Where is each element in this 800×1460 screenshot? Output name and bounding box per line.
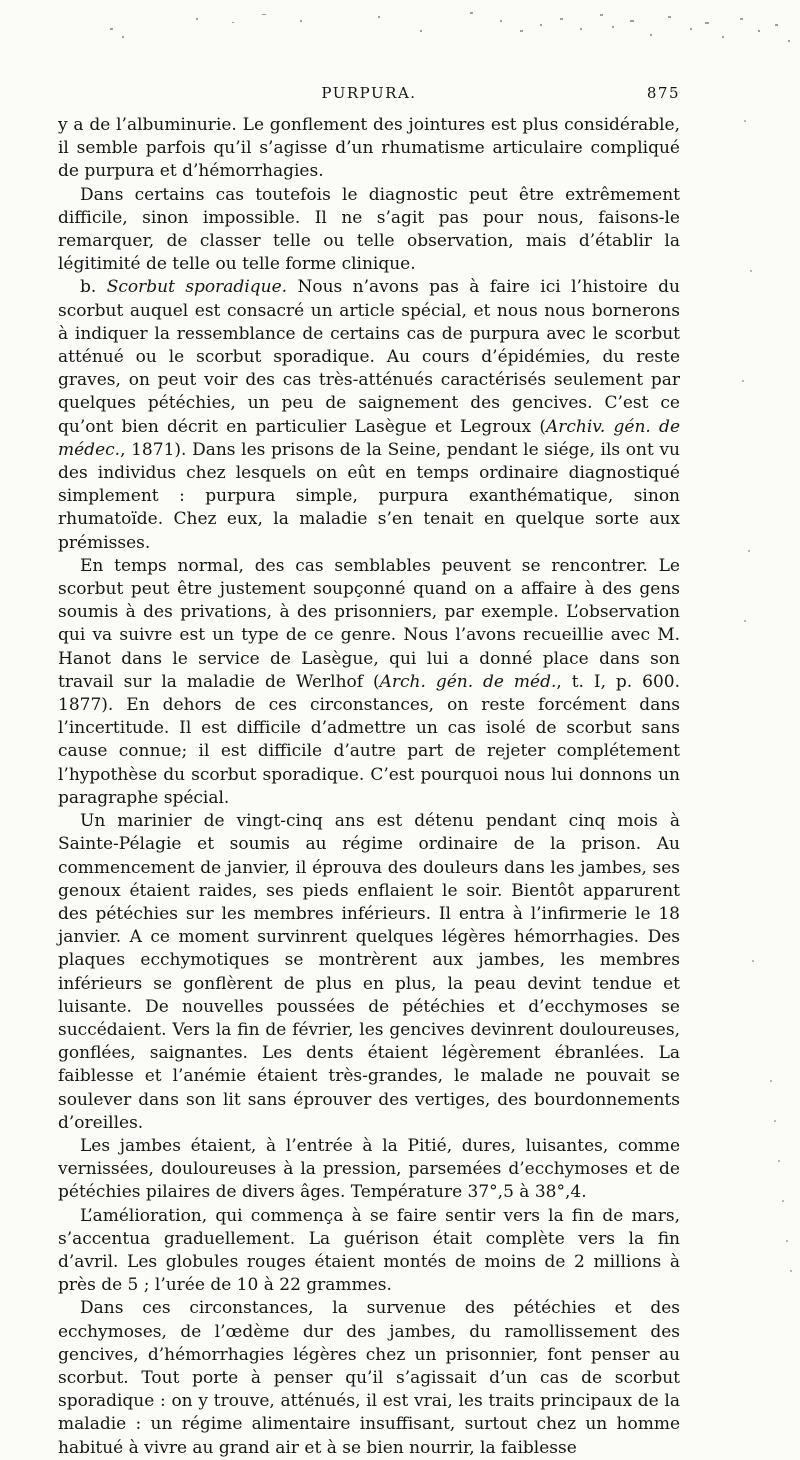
text-run: , t. I, p. 600. 1877). En dehors de ces circonstances, on reste forcément dans l’incertitude. Il est difficile d’admettre un cas isolé de scorbut sans cause connue; il est difficile d’autre part de rejeter complétement l’hypothèse du scorbut sporadique. C’est pourquoi nous lui donnons un paragraphe spécial. bbox=[58, 671, 680, 808]
italic-text: Scorbut sporadique. bbox=[106, 277, 288, 298]
paragraph bbox=[58, 1135, 680, 1205]
text-run: y a de l’albuminurie. Le gonflement des jointures est plus considérable, il semble parfois qu’il s’agisse d’un rhumatisme articulaire compliqué de purpura et d’hémorrhagies. bbox=[58, 115, 680, 182]
paragraph bbox=[58, 1205, 680, 1298]
text-run: Nous n’avons pas à faire ici l’histoire du scorbut auquel est consacré un article spécial, et nous nous bornerons à indiquer la ressemblance de certains cas de purpura avec le scorbut atténué ou le scorbut sporadique. Au cours d’épidémies, du reste graves, on peut voir des cas très-atténués caractérisés seulement par quelques pétéchies, un peu de saignement des gencives. C’est ce qu’ont bien décrit en particulier Lasègue et Legroux ( bbox=[58, 277, 681, 437]
paragraph bbox=[58, 276, 680, 554]
italic-text: Archiv. gén. de médec. bbox=[58, 416, 680, 460]
text-run: L’amélioration, qui commença à se faire sentir vers la fin de mars, s’accentua graduellement. La guérison était complète vers la fin d’avril. Les globules rouges étaient montés de moins de 2 millions à près de 5 ; l’urée de 10 à 22 grammes. bbox=[58, 1205, 680, 1296]
scan-noise-edge bbox=[740, 60, 800, 1290]
page-number: 875 bbox=[646, 84, 680, 102]
italic-text: Arch. gén. de méd. bbox=[379, 671, 557, 692]
text-run: Dans certains cas toutefois le diagnostic peut être extrêmement difficile, sinon impossible. Il ne s’agit pas pour nous, faisons-le remarquer, de classer telle ou telle observation, mais d’établir la légitimité de telle ou telle forme clinique. bbox=[58, 184, 680, 275]
text-run: , 1871). Dans les prisons de la Seine, pendant le siége, ils ont vu des individus chez lesquels on eût en temps ordinaire diagnostiqué simplement : purpura simple, purpura exanthématique, sinon rhumatoïde. Chez eux, la maladie s’en tenait en quelque sorte aux prémisses. bbox=[58, 439, 680, 553]
running-head bbox=[58, 84, 680, 114]
paragraph bbox=[58, 810, 680, 1135]
text-run: b. bbox=[80, 277, 107, 298]
text-run: Les jambes étaient, à l’entrée à la Pitié, dures, luisantes, comme vernissées, douloureuses à la pression, parsemées d’ecchymoses et de pétéchies pilaires de divers âges. Température 37°,5 à 38°,4. bbox=[58, 1135, 680, 1203]
scan-noise-top bbox=[0, 0, 800, 60]
text-run: Dans ces circonstances, la survenue des pétéchies et des ecchymoses, de l’œdème dur des jambes, du ramollissement des gencives, d’hémorrhagies légères chez un prisonnier, font penser au scorbut. Tout porte à penser qu’il s’agissait d’un cas de scorbut sporadique : on y trouve, atténués, il est vrai, les traits principaux de la maladie : un régime alimentaire insuffisant, surtout chez un homme habitué à vivre au grand air et à se bien nourrir, la faiblesse bbox=[58, 1298, 680, 1458]
paragraph bbox=[58, 1297, 680, 1459]
text-run: En temps normal, des cas semblables peuvent se rencontrer. Le scorbut peut être justement soupçonné quand on a affaire à des gens soumis à des privations, à des prisonniers, par exemple. L’observation qui va suivre est un type de ce genre. Nous l’avons recueillie avec M. Hanot dans le service de Lasègue, qui lui a donné place dans son travail sur la maladie de Werlhof ( bbox=[58, 555, 680, 692]
book-page bbox=[58, 84, 680, 1460]
text-run: Un marinier de vingt-cinq ans est détenu pendant cinq mois à Sainte-Pélagie et soumis au régime ordinaire de la prison. Au commencement de janvier, il éprouva des douleurs dans les jambes, ses genoux étaient raides, ses pieds enflaient le soir. Bientôt apparurent des pétéchies sur les membres inférieurs. Il entra à l’infirmerie le 18 janvier. A ce moment survinrent quelques légères hémorrhagies. Des plaques ecchymotiques se montrèrent aux jambes, les membres inférieurs se gonflèrent de plus en plus, la peau devint tendue et luisante. De nouvelles poussées de pétéchies et d’ecchymoses se succédaient. Vers la fin de février, les gencives devinrent douloureuses, gonflées, saignantes. Les dents étaient légèrement ébranlées. La faiblesse et l’anémie étaient très-grandes, le malade ne pouvait se soulever dans son lit sans éprouver des vertiges, des bourdonnements d’oreilles. bbox=[58, 811, 680, 1133]
body-text bbox=[58, 114, 680, 1460]
running-head-title: PURPURA. bbox=[321, 84, 417, 102]
paragraph bbox=[58, 114, 680, 184]
paragraph bbox=[58, 184, 680, 277]
paragraph bbox=[58, 555, 680, 810]
